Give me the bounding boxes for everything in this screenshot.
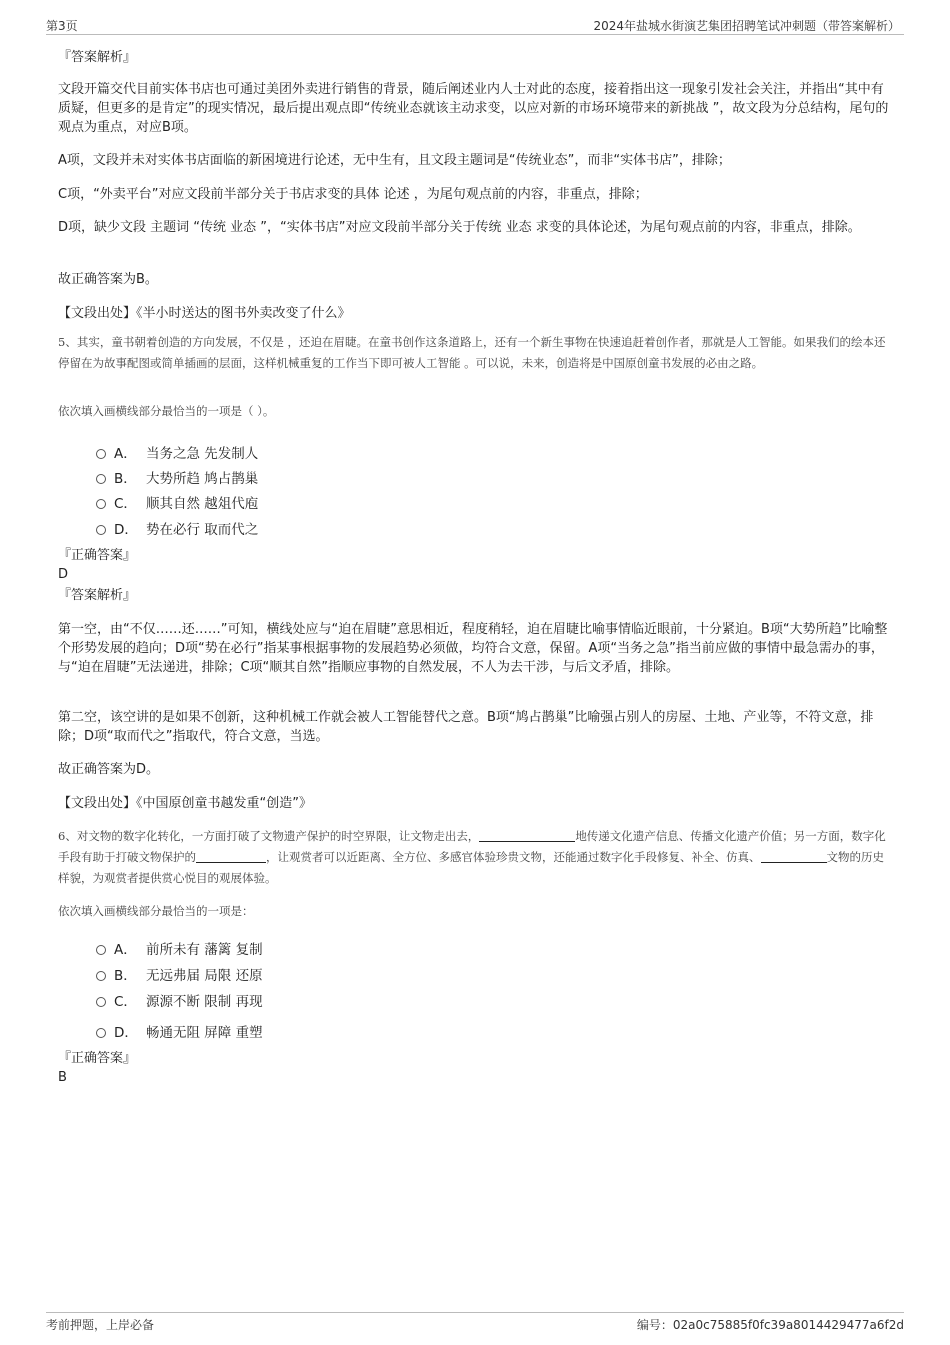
q6-answer: B: [58, 1070, 67, 1085]
q5-option-c[interactable]: C． 顺其自然 越俎代庖: [96, 492, 258, 512]
q4-analysis-p4: D项，缺少文段 主题词 “传统 业态 ”，“实体书店”对应文段前半部分关于传统 业态 求变的具体论述，为尾句观点前的内容，非重点，排除。: [58, 220, 861, 235]
q6-option-d[interactable]: D． 畅通无阻 屏障 重塑: [96, 1021, 263, 1041]
q5-option-d[interactable]: D． 势在必行 取而代之: [96, 518, 258, 538]
q5-option-b[interactable]: B． 大势所趋 鸠占鹊巢: [96, 467, 258, 487]
document-title: 2024年盐城水街演艺集团招聘笔试冲刺题（带答案解析）: [593, 19, 900, 33]
blank-line-3: [761, 850, 827, 863]
document-code: 编号：02a0c75885f0fc39a8014429477a6f2d: [636, 1318, 904, 1332]
q5-conclusion: 故正确答案为D。: [58, 762, 160, 777]
q5-source: 【文段出处】《中国原创童书越发重“创造”》: [58, 796, 312, 811]
q6-option-a[interactable]: A． 前所未有 藩篱 复制: [96, 938, 263, 958]
q4-analysis-p1: 文段开篇交代目前实体书店也可通过美团外卖进行销售的背景，随后阐述业内人士对此的态度，接着指出这一现象引发社会关注，并指出“其中有质疑，但更多的是肯定”的现实情况，最后提出观点即“传统业态就该主动求变，以应对新的市场环境带来的新挑战 ”，故文段为分总结构，尾句的观点为重点，对应B项。: [58, 82, 889, 135]
q5-stem: 5、其实，童书朝着创造的方向发展，不仅是 ，还迫在眉睫。在童书创作这条道路上，还有一个新生事物在快速追赶着创作者，那就是人工智能。如果我们的绘本还停留在为故事配图或简单插画的层面，这样机械重复的工作当下即可被人工智能 。可以说，未来，创造将是中国原创童书发展的必由之路。: [58, 335, 886, 370]
q5-analysis-p1: 第一空，由“不仅……还……”可知，横线处应与“迫在眉睫”意思相近，程度稍轻，迫在眉睫比喻事情临近眼前，十分紧迫。B项“大势所趋”比喻整个形势发展的趋向；D项“势在必行”指某事根据事物的发展趋势必须做，均符合文意，保留。A项“当务之急”指当前应做的事情中最急需办的事，与“迫在眉睫”无法递进，排除；C项“顺其自然”指顺应事物的自然发展，不人为去干涉，与后文矛盾，排除。: [58, 622, 888, 675]
blank-line-1: [479, 829, 575, 842]
footer-slogan: 考前押题，上岸必备: [46, 1318, 155, 1332]
q5-answer-label: 『正确答案』: [58, 548, 137, 563]
page-footer: [46, 1312, 904, 1335]
radio-icon[interactable]: [96, 971, 106, 981]
radio-icon[interactable]: [96, 1028, 106, 1038]
radio-icon[interactable]: [96, 449, 106, 459]
q6-stem: 6、对文物的数字化转化，一方面打破了文物遗产保护的时空界限，让文物走出去， 地传递文化遗产信息、传播文化遗产价值；另一方面，数字化手段有助于打破文物保护的 ，让观赏者可以近距离、全方位、多感官体验珍贵文物，还能通过数字化手段修复、补全、仿真、 文物的历史样貌，为观赏者提供赏心悦目的观展体验。: [58, 829, 886, 885]
q6-option-c[interactable]: C． 源源不断 限制 再现: [96, 990, 263, 1010]
page-number: 第3页: [46, 19, 78, 33]
q4-source: 【文段出处】《半小时送达的图书外卖改变了什么》: [58, 306, 351, 321]
radio-icon[interactable]: [96, 525, 106, 535]
q5-analysis-p2: 第二空，该空讲的是如果不创新，这种机械工作就会被人工智能替代之意。B项“鸠占鹊巢”比喻强占别人的房屋、土地、产业等，不符文意，排除；D项“取而代之”指取代，符合文意，当选。: [58, 710, 874, 744]
q6-option-b[interactable]: B． 无远弗届 局限 还原: [96, 964, 263, 984]
q6-prompt: 依次填入画横线部分最恰当的一项是：: [58, 904, 254, 918]
q4-analysis-p3: C项，“外卖平台”对应文段前半部分关于书店求变的具体 论述 ，为尾句观点前的内容，非重点，排除；: [58, 187, 648, 202]
q5-analysis-label: 『答案解析』: [58, 588, 137, 603]
radio-icon[interactable]: [96, 474, 106, 484]
q6-answer-label: 『正确答案』: [58, 1051, 137, 1066]
q4-analysis-p2: A项，文段并未对实体书店面临的新困境进行论述，无中生有，且文段主题词是“传统业态”，而非“实体书店”，排除；: [58, 153, 731, 168]
q5-prompt: 依次填入画横线部分最恰当的一项是（ ）。: [58, 404, 275, 418]
blank-line-2: [196, 850, 266, 863]
radio-icon[interactable]: [96, 997, 106, 1007]
q5-option-a[interactable]: A． 当务之急 先发制人: [96, 442, 258, 462]
q4-analysis-label: 『答案解析』: [58, 50, 137, 65]
q5-answer: D: [58, 567, 69, 582]
radio-icon[interactable]: [96, 945, 106, 955]
radio-icon[interactable]: [96, 499, 106, 509]
q4-conclusion: 故正确答案为B。: [58, 272, 158, 287]
page-header: [46, 14, 904, 35]
